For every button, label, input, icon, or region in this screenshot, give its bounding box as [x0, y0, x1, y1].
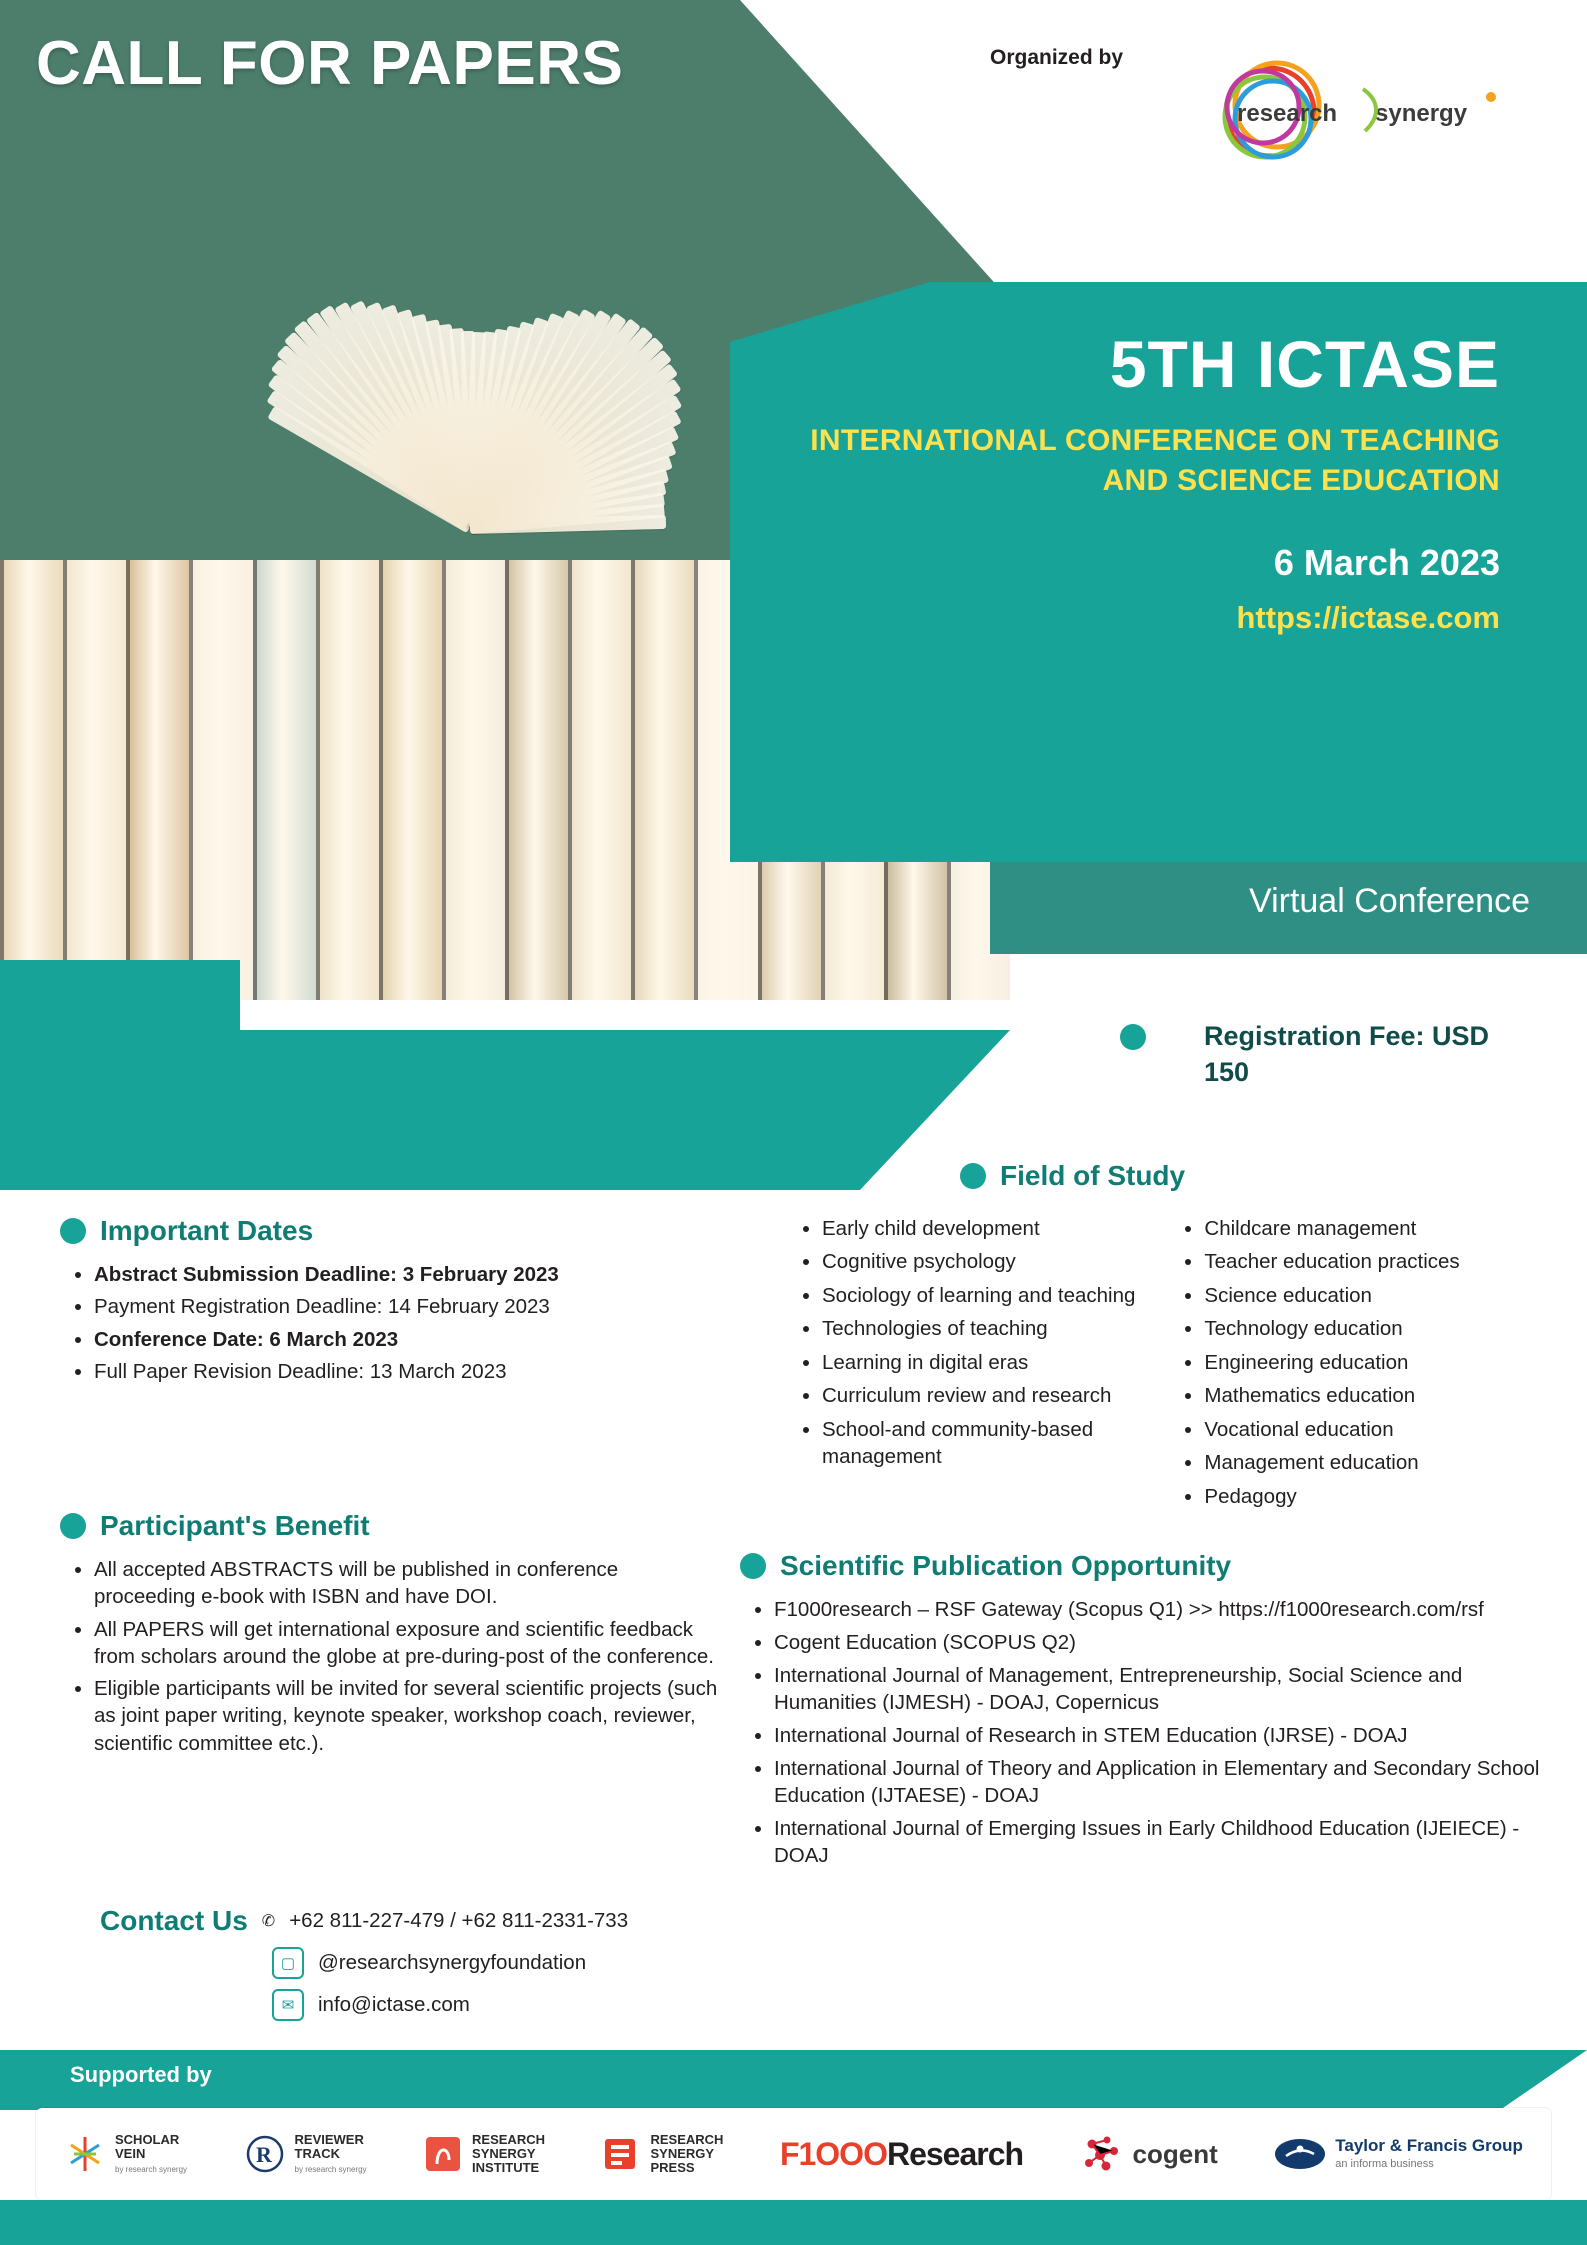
list-item: • International Journal of Research in STEM Education (IJRSE) - DOAJ	[774, 1722, 1570, 1749]
conference-url[interactable]: https://ictase.com	[1236, 600, 1500, 636]
svg-text:R: R	[255, 2142, 272, 2167]
supported-by-band	[0, 2050, 1587, 2110]
logo-text: REVIEWER TRACK by research synergy	[294, 2131, 367, 2175]
field-column-1	[790, 1215, 1158, 1516]
benefit-heading	[60, 1510, 720, 1542]
contact-email-row	[272, 1989, 800, 2021]
logo-text: F1OOOResearch	[779, 2135, 1024, 2172]
participant-benefit-section	[60, 1510, 720, 1762]
list-item: • Early child development	[822, 1215, 1158, 1242]
section-title: Field of Study	[1000, 1160, 1186, 1191]
logo-text: RESEARCH SYNERGY INSTITUTE	[472, 2131, 545, 2176]
list-item: • All PAPERS will get international exposure and scientific feedback from scholars around the globe at pre-during-post of the conference.	[94, 1616, 720, 1671]
logo-text: RESEARCH SYNERGY PRESS	[650, 2131, 724, 2176]
publication-heading	[740, 1550, 1570, 1582]
list-item: • Cognitive psychology	[822, 1248, 1158, 1275]
research-synergy-logo	[1215, 55, 1510, 170]
benefit-list	[60, 1556, 720, 1757]
list-item: • International Journal of Emerging Issues in Early Childhood Education (IJEIECE) - DOAJ	[774, 1815, 1570, 1869]
important-dates-list	[60, 1261, 700, 1385]
section-title: Important Dates	[100, 1215, 314, 1246]
email-icon: ✉	[272, 1989, 304, 2021]
list-item: • Vocational education	[1204, 1416, 1560, 1443]
list-item: • Teacher education practices	[1204, 1248, 1560, 1275]
f1000research-logo	[780, 2137, 1023, 2172]
bullet-dot-icon	[960, 1163, 986, 1189]
research-synergy-institute-logo	[423, 2133, 545, 2175]
list-item: • Childcare management	[1204, 1215, 1560, 1242]
footer-bottom-band	[0, 2200, 1587, 2245]
conference-mode: Virtual Conference	[1249, 882, 1530, 920]
list-item: • Engineering education	[1204, 1349, 1560, 1376]
contact-email[interactable]: info@ictase.com	[318, 1993, 470, 2016]
bullet-dot-icon	[740, 1553, 766, 1579]
conference-info	[760, 327, 1560, 636]
important-dates-heading	[60, 1215, 700, 1247]
list-item: • Full Paper Revision Deadline: 13 March 2023	[94, 1358, 700, 1385]
reviewer-track-logo	[244, 2133, 367, 2175]
list-item: • Management education	[1204, 1449, 1560, 1476]
bullet-dot-icon	[60, 1218, 86, 1244]
conference-date: 6 March 2023	[1273, 542, 1500, 584]
contact-social-row	[272, 1947, 800, 1979]
conference-title: 5TH ICTASE	[1109, 327, 1500, 401]
bullet-dot-icon	[60, 1513, 86, 1539]
list-item: • Payment Registration Deadline: 14 February 2023	[94, 1293, 700, 1320]
section-title: Participant's Benefit	[100, 1510, 370, 1541]
logo-text: SCHOLAR VEIN by research synergy	[115, 2131, 188, 2175]
logo-text: cogent	[1132, 2138, 1218, 2169]
registration-fee-text: Registration Fee: USD 150	[1204, 1021, 1490, 1088]
sponsor-logos	[36, 2108, 1551, 2200]
svg-text:research: research	[1237, 100, 1338, 127]
publication-list	[740, 1596, 1570, 1869]
cogent-logo	[1080, 2134, 1218, 2174]
field-of-study-section	[960, 1160, 1560, 1192]
phone-icon: ✆	[261, 1913, 276, 1930]
scholar-vein-logo	[64, 2133, 187, 2175]
conference-subtitle: INTERNATIONAL CONFERENCE ON TEACHING AND SCIENCE EDUCATION	[810, 424, 1500, 497]
bullet-dot-icon	[1120, 1024, 1146, 1050]
svg-text:synergy: synergy	[1375, 100, 1468, 127]
page-title: CALL FOR PAPERS	[36, 29, 624, 98]
supported-by-label: Supported by	[70, 2062, 212, 2087]
instagram-icon: ▢	[272, 1947, 304, 1979]
taylor-francis-logo	[1274, 2134, 1523, 2174]
important-dates-section	[60, 1215, 700, 1390]
contact-section	[100, 1905, 800, 2021]
list-item: • Abstract Submission Deadline: 3 February 2023	[94, 1261, 700, 1288]
list-item: • Technologies of teaching	[822, 1315, 1158, 1342]
open-book-pages	[200, 90, 760, 610]
teal-block	[0, 960, 240, 1190]
logo-text: Taylor & Francis Group an informa business	[1335, 2136, 1523, 2170]
list-item: • International Journal of Management, Entrepreneurship, Social Science and Humanities (IJMESH) - DOAJ, Copernicus	[774, 1662, 1570, 1716]
list-item: • Mathematics education	[1204, 1382, 1560, 1409]
list-item: • Science education	[1204, 1282, 1560, 1309]
contact-heading: Contact Us	[100, 1905, 248, 1936]
list-item: • Learning in digital eras	[822, 1349, 1158, 1376]
list-item: • Conference Date: 6 March 2023	[94, 1326, 700, 1353]
research-synergy-press-logo	[601, 2133, 723, 2175]
list-item: • Curriculum review and research	[822, 1382, 1158, 1409]
list-item: • School-and community-based management	[822, 1416, 1158, 1471]
list-item: • F1000research – RSF Gateway (Scopus Q1) >> https://f1000research.com/rsf	[774, 1596, 1570, 1623]
list-item: • Cogent Education (SCOPUS Q2)	[774, 1629, 1570, 1656]
list-item: • Pedagogy	[1204, 1483, 1560, 1510]
field-column-2	[1172, 1215, 1560, 1516]
section-title: Scientific Publication Opportunity	[780, 1550, 1232, 1581]
list-item: • Sociology of learning and teaching	[822, 1282, 1158, 1309]
field-of-study-heading	[960, 1160, 1560, 1192]
list-item: • International Journal of Theory and Application in Elementary and Secondary School Education (IJTAESE) - DOAJ	[774, 1755, 1570, 1809]
organized-by-label: Organized by	[990, 46, 1124, 69]
field-of-study-columns	[790, 1215, 1560, 1516]
list-item: • Technology education	[1204, 1315, 1560, 1342]
list-item: • All accepted ABSTRACTS will be published in conference proceeding e-book with ISBN and have DOI.	[94, 1556, 720, 1611]
contact-phone[interactable]: +62 811-227-479 / +62 811-2331-733	[289, 1909, 629, 1932]
contact-social[interactable]: @researchsynergyfoundation	[318, 1951, 587, 1974]
list-item: • Eligible participants will be invited for several scientific projects (such as joint paper writing, keynote speaker, workshop coach, reviewer, scientific committee etc.).	[94, 1675, 720, 1757]
publication-section	[740, 1550, 1570, 1875]
